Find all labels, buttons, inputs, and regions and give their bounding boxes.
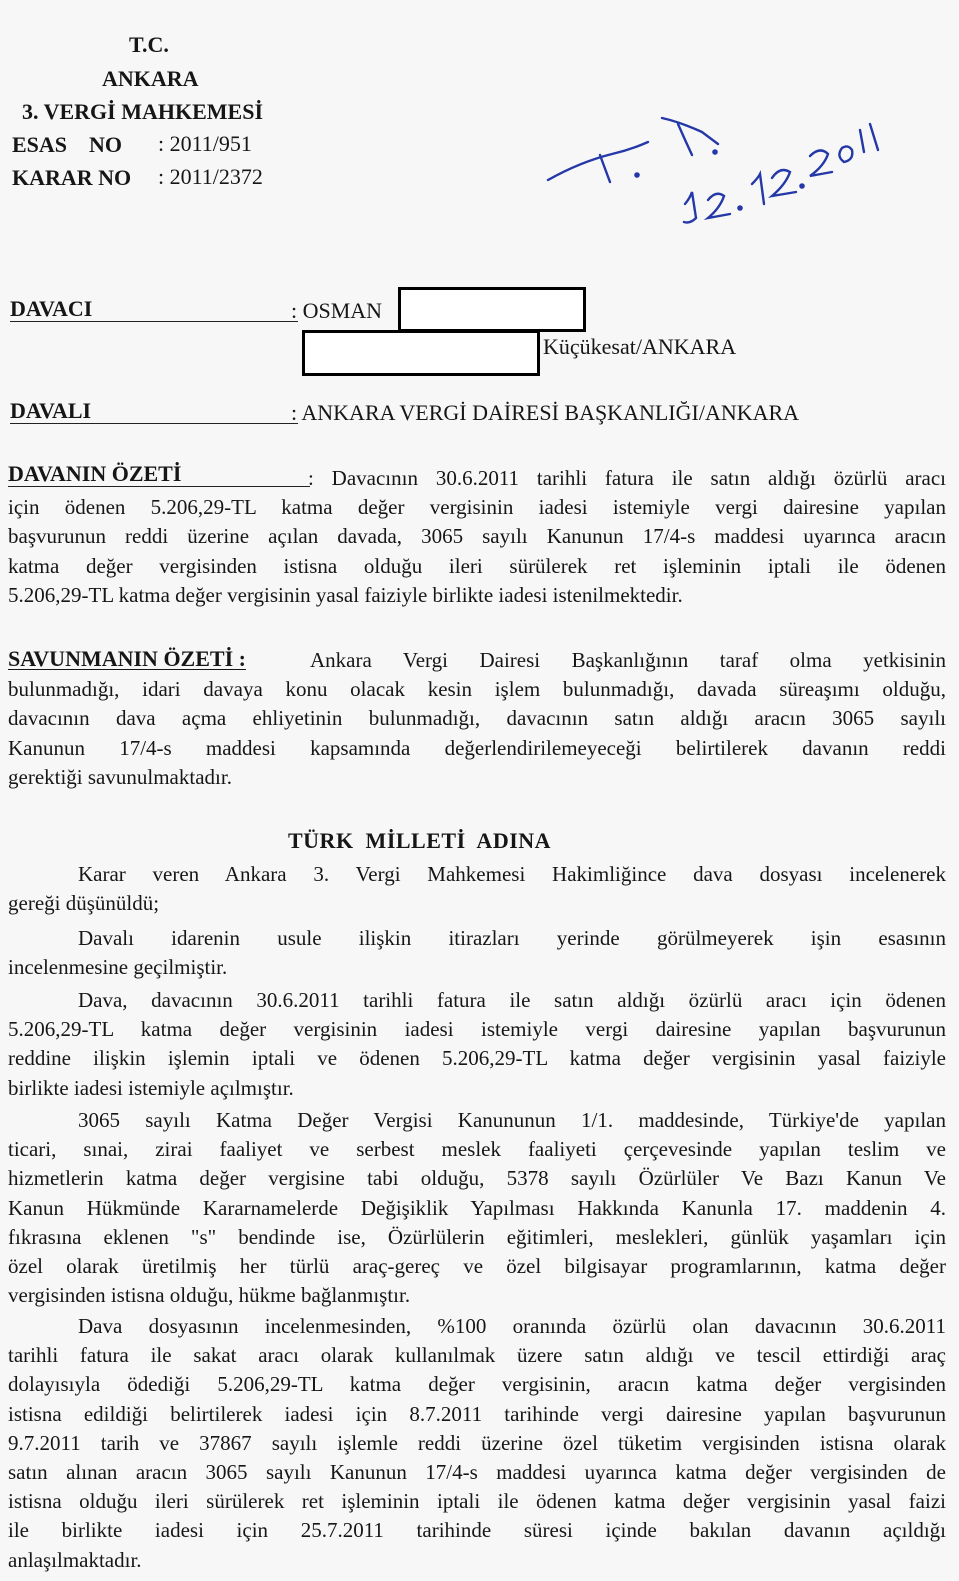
body-paragraph-4	[8, 1106, 946, 1310]
body-line: özel olarak üretilmiş her türlü araç-gereç ve özel bilgisayar programlarının, katma değer	[8, 1254, 946, 1279]
body-line: Dava dosyasının incelenmesinden, %100 oranında özürlü olan davacının 30.6.2011	[78, 1314, 946, 1338]
handwritten-stamp	[540, 100, 900, 235]
body-paragraph-5	[8, 1312, 946, 1575]
davali-label: DAVALI	[10, 398, 92, 423]
davanin-ozeti-line: 5.206,29-TL katma değer vergisinin yasal faiziyle birlikte iadesi istenilmektedir.	[8, 582, 683, 607]
body-line: 9.7.2011 tarih ve 37867 sayılı işlemle reddi üzerine özel tüketim vergisinden istisna olarak	[8, 1430, 946, 1455]
davali-value: : ANKARA VERGİ DAİRESİ BAŞKANLIĞI/ANKARA	[291, 400, 800, 425]
body-line: birlikte iadesi istemiyle açılmıştır.	[8, 1075, 294, 1100]
body-paragraph-3	[8, 986, 946, 1103]
court-name: 3. VERGİ MAHKEMESİ	[22, 99, 264, 124]
body-line: Dava, davacının 30.6.2011 tarihli fatura ile satın aldığı özürlü aracı için ödenen	[78, 988, 946, 1012]
karar-label: KARAR NO	[12, 165, 132, 190]
karar-value: : 2011/2372	[158, 164, 263, 189]
savunmanin-ozeti-line: Ankara Vergi Dairesi Başkanlığının taraf olma yetkisinin	[310, 648, 946, 672]
body-line: ile birlikte iadesi için 25.7.2011 tarihinde süresi içinde bakılan davanın açıldığı	[8, 1518, 946, 1543]
body-paragraph-2	[8, 924, 946, 982]
body-paragraph-1	[8, 860, 946, 918]
body-line: dolayısıyla ödediği 5.206,29-TL katma değer vergisinin, aracın katma değer vergisinden	[8, 1372, 946, 1397]
body-line: gereği düşünüldü;	[8, 891, 160, 916]
header-tc: T.C.	[129, 32, 169, 57]
header-city: ANKARA	[102, 66, 199, 91]
davanin-ozeti-label: DAVANIN ÖZETİ	[8, 461, 182, 486]
section-title: TÜRK MİLLETİ ADINA	[288, 828, 552, 853]
body-line: Karar veren Ankara 3. Vergi Mahkemesi Hakimliğince dava dosyası incelenerek	[78, 862, 946, 886]
davaci-value: : OSMAN	[291, 298, 383, 323]
body-line: istisna olduğu ileri sürülerek ret işleminin iptali ile ödenen katma değer vergisinin yasal faizi	[8, 1489, 946, 1514]
davali-underline	[10, 423, 298, 424]
body-line: satın alınan aracın 3065 sayılı Kanunun 17/4-s maddesi uyarınca katma değer vergisinden de	[8, 1460, 946, 1485]
body-line: hizmetlerin katma değer vergisine tabi olduğu, 5378 sayılı Özürlüler Ve Bazı Kanun Ve	[8, 1166, 946, 1191]
body-line: 5.206,29-TL katma değer vergisinin iadesi istemiyle vergi dairesine yapılan başvurunun	[8, 1017, 946, 1042]
body-line: istisna edildiği belirtilerek iadesi için 8.7.2011 tarihinde vergi dairesine yapılan başvurunun	[8, 1401, 946, 1426]
redacted-surname	[398, 287, 586, 332]
body-line: reddine ilişkin işlemin iptali ve ödenen 5.206,29-TL katma değer vergisinin yasal faiziyle	[8, 1046, 946, 1071]
body-line: tarihli fatura ile sakat aracı olarak kullanılmak üzere satın aldığı ve tescil ettirdiği araç	[8, 1343, 946, 1368]
esas-value: : 2011/951	[158, 131, 252, 156]
body-line: incelenmesine geçilmiştir.	[8, 955, 228, 980]
body-line: vergisinden istisna olduğu, hükme bağlanmıştır.	[8, 1283, 411, 1308]
body-line: ticari, sınai, zirai faaliyet ve serbest meslek faaliyeti çerçevesinde yapılan teslim ve	[8, 1137, 946, 1162]
davanin-ozeti-line: için ödenen 5.206,29-TL katma değer vergisinin iadesi istemiyle vergi dairesine yapılan	[8, 495, 946, 520]
savunmanin-ozeti-line: gerektiği savunulmaktadır.	[8, 764, 232, 789]
davanin-ozeti-text	[8, 464, 946, 610]
davaci-underline	[10, 321, 298, 322]
body-line: Kanun Hükmünde Kararnamelerde Değişiklik Yapılması Hakkında Kanunla 17. maddenin 4.	[8, 1195, 946, 1220]
body-line: fıkrasına eklenen "s" bendinde ise, Özürlülerin eğitimleri, meslekleri, günlük yaşamları için	[8, 1224, 946, 1249]
body-line: 3065 sayılı Katma Değer Vergisi Kanununun 1/1. maddesinde, Türkiye'de yapılan	[78, 1108, 946, 1132]
body-line: Davalı idarenin usule ilişkin itirazları yerinde görülmeyerek işin esasının	[78, 926, 946, 950]
davaci-label: DAVACI	[10, 296, 93, 321]
davanin-ozeti-line: başvurunun reddi üzerine açılan davada, 3065 sayılı Kanunun 17/4-s maddesi uyarınca aracın	[8, 524, 946, 549]
savunmanin-ozeti-label: SAVUNMANIN ÖZETİ :	[8, 646, 246, 671]
savunmanin-ozeti-text	[8, 646, 946, 792]
davaci-address: Küçükesat/ANKARA	[543, 334, 737, 359]
redacted-address	[302, 330, 540, 376]
esas-label: ESAS NO	[12, 132, 123, 157]
davanin-ozeti-line: : Davacının 30.6.2011 tarihli fatura ile satın aldığı özürlü aracı	[308, 466, 946, 490]
davanin-ozeti-line: katma değer vergisinden istisna olduğu ileri sürülerek ret işleminin iptali ile ödenen	[8, 553, 946, 578]
savunmanin-ozeti-line: bulunmadığı, idari davaya konu olacak kesin işlem bulunmadığı, davada süreaşımı olduğu,	[8, 677, 946, 702]
body-line: anlaşılmaktadır.	[8, 1547, 142, 1572]
savunmanin-ozeti-line: davacının dava açma ehliyetinin bulunmadığı, davacının satın aldığı aracın 3065 sayılı	[8, 706, 946, 731]
savunmanin-ozeti-line: Kanunun 17/4-s maddesi kapsamında değerlendirilemeyeceği belirtilerek davanın reddi	[8, 735, 946, 760]
